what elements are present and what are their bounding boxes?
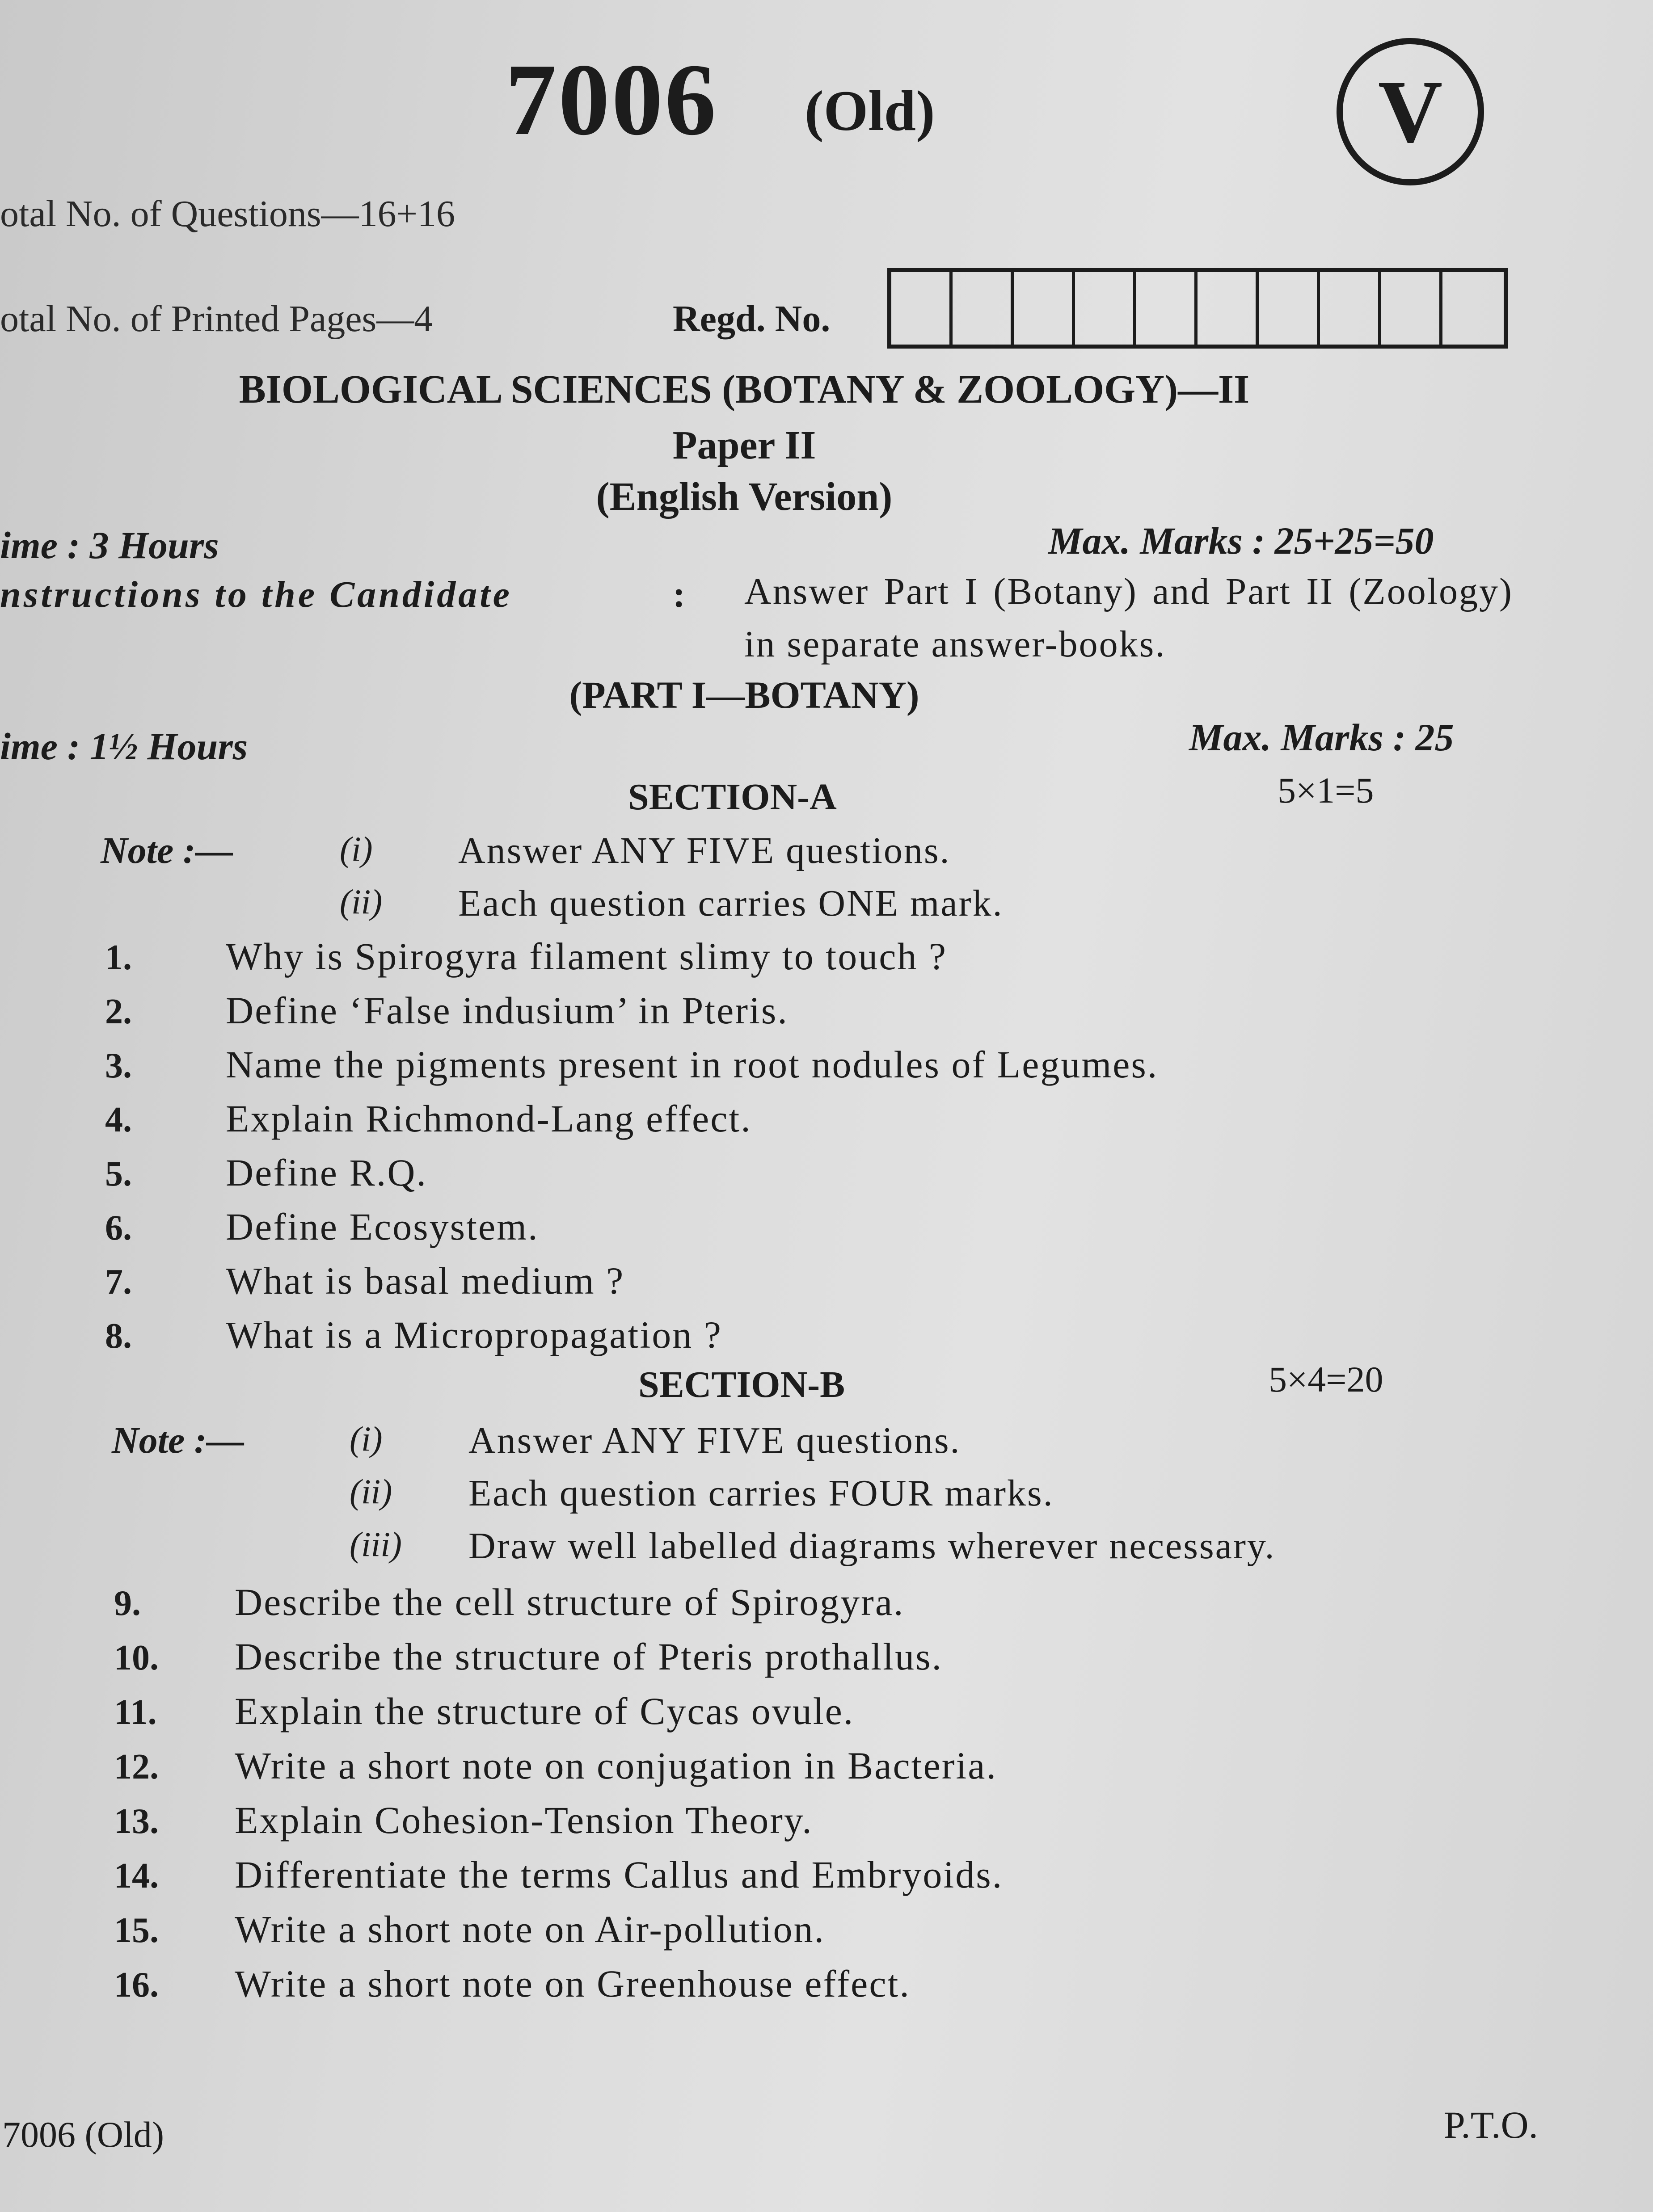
question-number: 1.	[105, 938, 132, 977]
question-text: Write a short note on Greenhouse effect.	[235, 1962, 911, 2005]
paper-code-tag: (Old)	[805, 79, 935, 143]
question-number: 10.	[114, 1638, 159, 1678]
question-text: What is a Micropropagation ?	[226, 1313, 722, 1356]
question-text: Why is Spirogyra filament slimy to touch ?	[226, 935, 948, 978]
note-label: Note :—	[112, 1420, 245, 1461]
note-item-number: (iii)	[350, 1525, 402, 1564]
note-item-text: Answer ANY FIVE questions.	[458, 830, 951, 871]
question-text: Explain Cohesion-Tension Theory.	[235, 1799, 813, 1842]
paper-code: 7006	[505, 42, 718, 156]
regd-no-digit-box[interactable]	[1014, 272, 1075, 345]
question-number: 16.	[114, 1965, 159, 2005]
note-item-number: (ii)	[350, 1472, 392, 1511]
question-text: Name the pigments present in root nodules of Legumes.	[226, 1043, 1159, 1086]
question-number: 12.	[114, 1747, 159, 1787]
regd-no-digit-box[interactable]	[1198, 272, 1259, 345]
note-item-number: (ii)	[340, 882, 383, 921]
question-number: 9.	[114, 1584, 141, 1623]
question-number: 7.	[105, 1262, 132, 1302]
part-time: ime : 1½ Hours	[0, 725, 248, 768]
paper-number: Paper II	[672, 423, 816, 467]
section-a-heading: SECTION-A	[628, 776, 837, 818]
regd-no-digit-box[interactable]	[1442, 272, 1504, 345]
footer-paper-code: 7006 (Old)	[2, 2114, 164, 2155]
question-number: 4.	[105, 1100, 132, 1140]
regd-no-digit-box[interactable]	[1259, 272, 1320, 345]
instructions-text: Answer Part I (Botany) and Part II (Zoology) in separate answer-books.	[744, 571, 1513, 665]
question-number: 14.	[114, 1856, 159, 1896]
total-pages: otal No. of Printed Pages—4	[0, 298, 433, 340]
question-text: Explain Richmond-Lang effect.	[226, 1097, 752, 1140]
question-number: 15.	[114, 1911, 159, 1950]
section-b-marks: 5×4=20	[1269, 1359, 1383, 1400]
note-item-text: Draw well labelled diagrams wherever necessary.	[468, 1525, 1276, 1567]
note-item-number: (i)	[350, 1419, 383, 1458]
question-text: Write a short note on Air-pollution.	[235, 1908, 825, 1951]
regd-no-digit-box[interactable]	[891, 272, 953, 345]
version-badge-letter: V	[1378, 62, 1443, 161]
regd-no-digit-box[interactable]	[953, 272, 1014, 345]
instructions-colon: :	[673, 574, 685, 615]
max-marks-total: Max. Marks : 25+25=50	[1048, 519, 1434, 562]
question-text: Define ‘False indusium’ in Pteris.	[226, 989, 789, 1032]
regd-no-digit-box[interactable]	[1075, 272, 1136, 345]
question-number: 5.	[105, 1154, 132, 1194]
regd-no-digit-box[interactable]	[1381, 272, 1442, 345]
part-heading: (PART I—BOTANY)	[569, 673, 919, 716]
note-label: Note :—	[101, 830, 233, 871]
regd-no-label: Regd. No.	[673, 298, 831, 340]
note-item-text: Answer ANY FIVE questions.	[468, 1420, 961, 1461]
part-max-marks: Max. Marks : 25	[1189, 716, 1454, 759]
question-number: 2.	[105, 992, 132, 1031]
section-b-heading: SECTION-B	[638, 1364, 845, 1405]
note-item-text: Each question carries FOUR marks.	[468, 1472, 1054, 1514]
section-a-marks: 5×1=5	[1278, 770, 1374, 811]
question-text: Define R.Q.	[226, 1151, 427, 1194]
question-text: Write a short note on conjugation in Bacteria.	[235, 1744, 997, 1787]
question-text: Explain the structure of Cycas ovule.	[235, 1690, 855, 1733]
note-item-text: Each question carries ONE mark.	[458, 883, 1004, 924]
note-item-number: (i)	[340, 829, 373, 868]
subject-title: BIOLOGICAL SCIENCES (BOTANY & ZOOLOGY)—II	[239, 367, 1250, 412]
question-text: Describe the structure of Pteris prothallus.	[235, 1635, 943, 1678]
version-label: (English Version)	[596, 475, 893, 519]
question-number: 6.	[105, 1208, 132, 1248]
question-text: Differentiate the terms Callus and Embryoids.	[235, 1853, 1004, 1896]
regd-no-field[interactable]	[887, 268, 1508, 349]
question-text: What is basal medium ?	[226, 1259, 625, 1302]
question-number: 11.	[114, 1693, 157, 1732]
question-number: 3.	[105, 1046, 132, 1085]
question-number: 13.	[114, 1802, 159, 1841]
version-badge	[1337, 38, 1484, 185]
question-text: Describe the cell structure of Spirogyra.	[235, 1581, 905, 1623]
regd-no-digit-box[interactable]	[1320, 272, 1381, 345]
question-number: 8.	[105, 1316, 132, 1356]
question-text: Define Ecosystem.	[226, 1205, 539, 1248]
total-questions: otal No. of Questions—16+16	[0, 193, 455, 235]
time-total: ime : 3 Hours	[0, 524, 219, 567]
instructions-label: nstructions to the Candidate	[0, 574, 512, 615]
footer-pto: P.T.O.	[1444, 2103, 1539, 2146]
regd-no-digit-box[interactable]	[1136, 272, 1198, 345]
